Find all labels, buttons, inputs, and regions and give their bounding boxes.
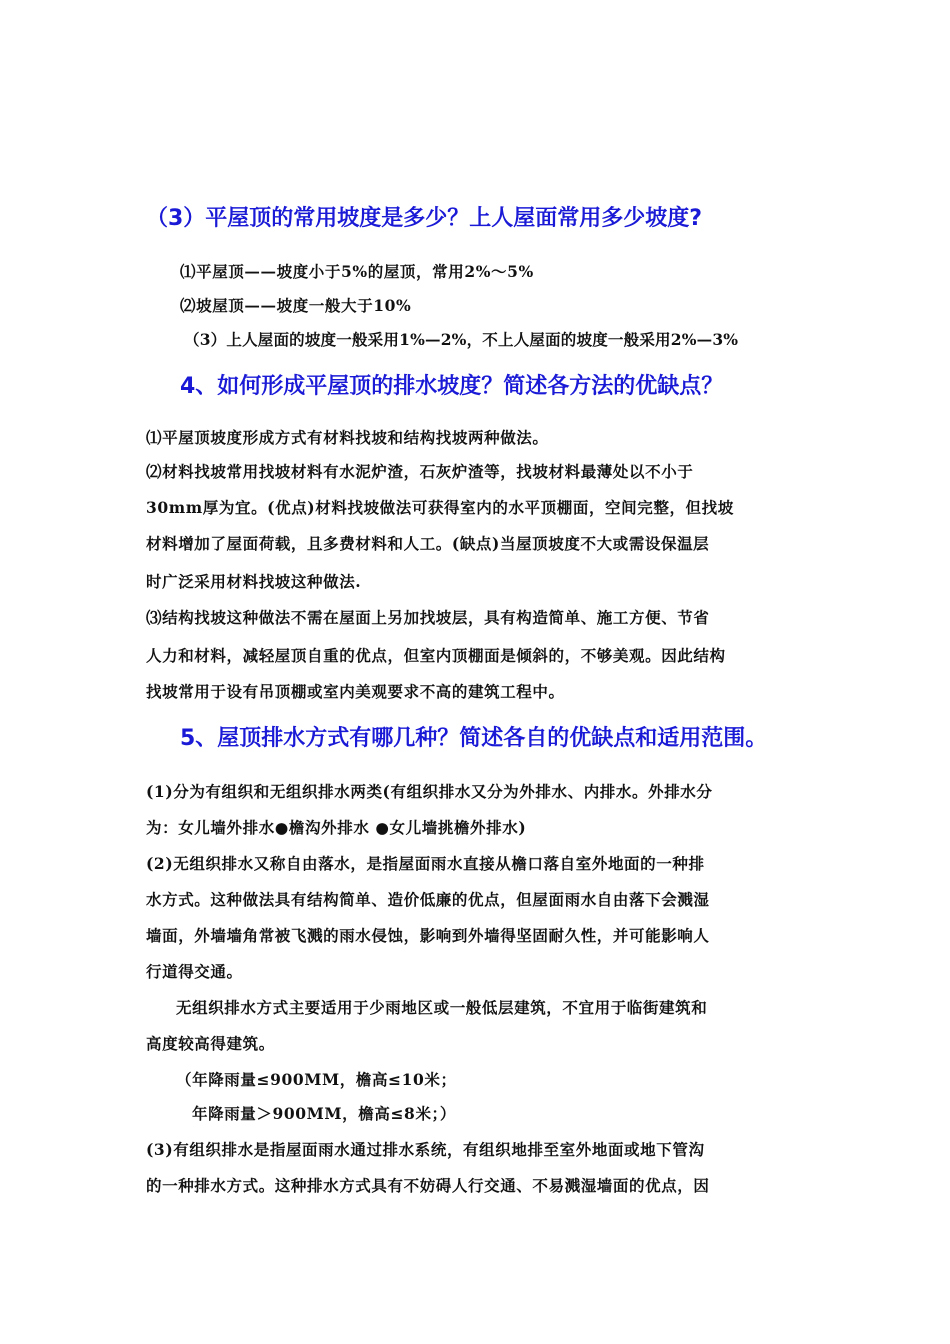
section5-line-4: 水方式。这种做法具有结构简单、造价低廉的优点，但屋面雨水自由落下会溅湿 bbox=[146, 890, 710, 909]
section3-line-1: ⑴平屋顶——坡度小于5%的屋顶，常用2%～5% bbox=[180, 262, 534, 281]
section5-line-7: 无组织排水方式主要适用于少雨地区或一般低层建筑，不宜用于临街建筑和 bbox=[176, 998, 708, 1017]
section5-line-2: 为：女儿墙外排水●檐沟外排水 ●女儿墙挑檐外排水) bbox=[146, 818, 527, 837]
section4-line-5: 时广泛采用材料找坡这种做法. bbox=[146, 572, 362, 591]
section4-line-4: 材料增加了屋面荷载，且多费材料和人工。(缺点)当屋顶坡度不大或需设保温层 bbox=[146, 534, 710, 553]
section5-line-6: 行道得交通。 bbox=[146, 962, 243, 981]
section5-line-12: 的一种排水方式。这种排水方式具有不妨碍人行交通、不易溅湿墙面的优点，因 bbox=[146, 1176, 710, 1195]
section3-heading: （3）平屋顶的常用坡度是多少？上人屋面常用多少坡度? bbox=[146, 206, 703, 231]
section4-line-7: 人力和材料，减轻屋顶自重的优点，但室内顶棚面是倾斜的，不够美观。因此结构 bbox=[146, 646, 726, 665]
section5-line-3: (2)无组织排水又称自由落水，是指屋面雨水直接从檐口落自室外地面的一种排 bbox=[146, 854, 705, 873]
section5-line-10: 年降雨量＞900MM，檐高≤8米；） bbox=[192, 1104, 456, 1123]
section4-line-6: ⑶结构找坡这种做法不需在屋面上另加找坡层，具有构造简单、施工方便、节省 bbox=[146, 608, 710, 627]
section5-line-1: (1)分为有组织和无组织排水两类(有组织排水又分为外排水、内排水。外排水分 bbox=[146, 782, 713, 801]
section4-line-3: 30mm厚为宜。(优点)材料找坡做法可获得室内的水平顶棚面，空间完整，但找坡 bbox=[146, 498, 734, 517]
section4-line-1: ⑴平屋顶坡度形成方式有材料找坡和结构找坡两种做法。 bbox=[146, 428, 549, 447]
section5-line-9: （年降雨量≤900MM，檐高≤10米； bbox=[176, 1070, 457, 1089]
section4-heading: 4、如何形成平屋顶的排水坡度？简述各方法的优缺点？ bbox=[180, 374, 724, 399]
section4-line-2: ⑵材料找坡常用找坡材料有水泥炉渣，石灰炉渣等，找坡材料最薄处以不小于 bbox=[146, 462, 694, 481]
section3-line-3: （3）上人屋面的坡度一般采用1%—2%，不上人屋面的坡度一般采用2%—3% bbox=[184, 330, 739, 349]
section5-heading: 5、屋顶排水方式有哪几种？简述各自的优缺点和适用范围。 bbox=[180, 726, 768, 751]
section5-line-11: (3)有组织排水是指屋面雨水通过排水系统，有组织地排至室外地面或地下管沟 bbox=[146, 1140, 705, 1159]
section3-line-2: ⑵坡屋顶——坡度一般大于10% bbox=[180, 296, 412, 315]
section5-line-5: 墙面，外墙墙角常被飞溅的雨水侵蚀，影响到外墙得坚固耐久性，并可能影响人 bbox=[146, 926, 710, 945]
section4-line-8: 找坡常用于设有吊顶棚或室内美观要求不高的建筑工程中。 bbox=[146, 682, 565, 701]
section5-line-8: 高度较高得建筑。 bbox=[146, 1034, 275, 1053]
